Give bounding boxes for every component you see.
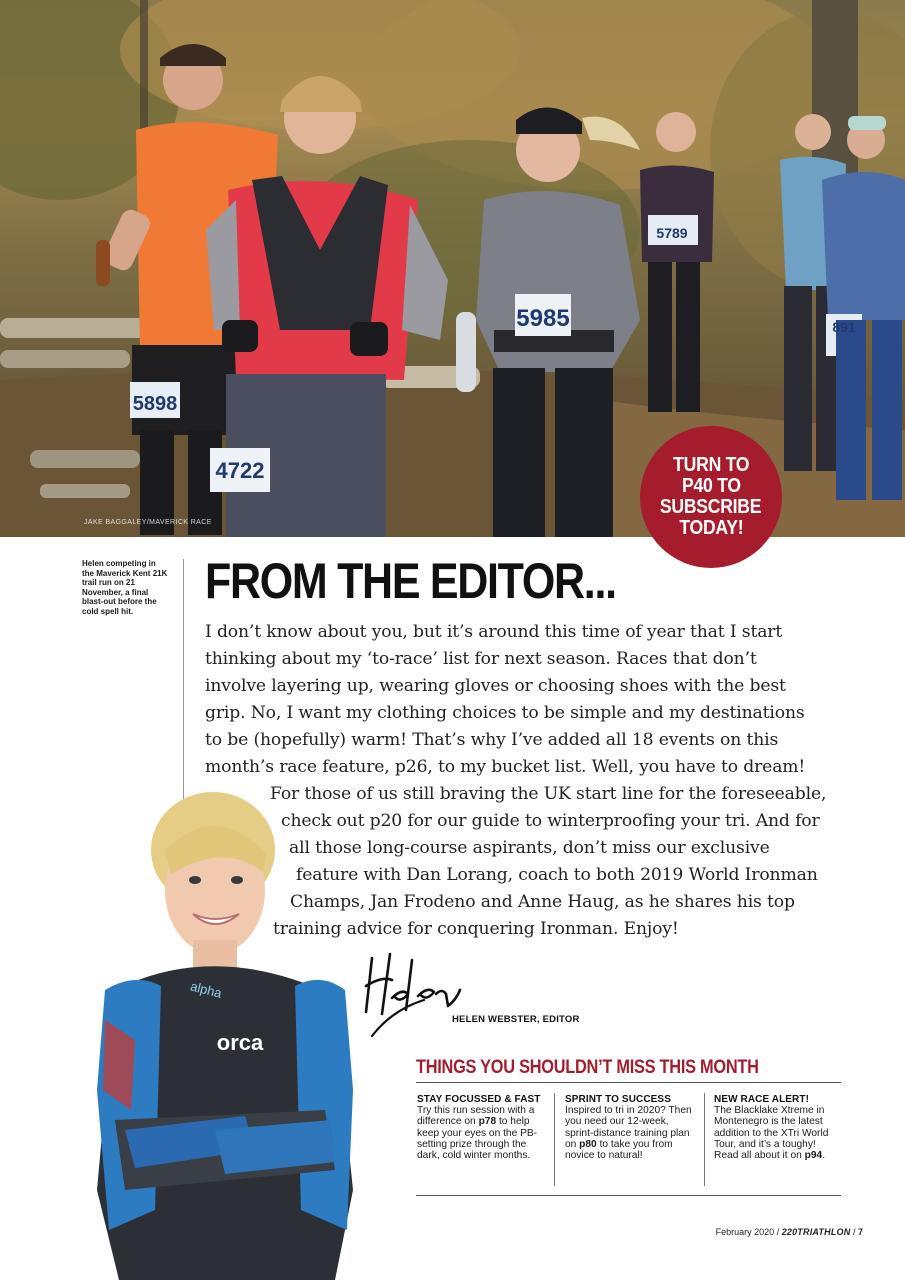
- body-line: training advice for conquering Ironman. Enjoy!: [273, 919, 679, 939]
- page-reference[interactable]: p80: [579, 1138, 597, 1150]
- wetsuit-brand: orca: [216, 1030, 264, 1055]
- badge-line-4: TODAY!: [679, 517, 743, 539]
- folio-separator: /: [852, 1227, 856, 1237]
- tip-column-2: [565, 1094, 695, 1161]
- box-title: THINGS YOU SHOULDN’T MISS THIS MONTH: [416, 1057, 759, 1078]
- folio-separator: /: [776, 1227, 780, 1237]
- photo-caption: Helen competing in the Maverick Kent 21K trail run on 21 November, a final blast-out before the cold spell hit.: [82, 559, 168, 616]
- bib-5898: 5898: [132, 393, 178, 415]
- publication-name: 220TRIATHLON: [781, 1227, 851, 1237]
- body-line: to be (hopefully) warm! That’s why I’ve added all 18 events on this: [205, 730, 779, 750]
- photo-credit: JAKE BAGGALEY/MAVERICK RACE: [84, 519, 212, 526]
- bib-891: 891: [832, 319, 856, 335]
- box-rule-bottom: [416, 1195, 841, 1196]
- editor-signoff: HELEN WEBSTER, EDITOR: [452, 1014, 580, 1025]
- body-line: I don’t know about you, but it’s around this time of year that I start: [205, 622, 783, 642]
- body-line: involve layering up, wearing gloves or choosing shoes with the best: [205, 676, 786, 696]
- badge-line-1: TURN TO: [672, 454, 750, 476]
- tip-heading: SPRINT TO SUCCESS: [565, 1094, 671, 1105]
- column-divider: [554, 1093, 555, 1186]
- column-divider: [704, 1093, 705, 1186]
- page-title: FROM THE EDITOR...: [205, 553, 616, 609]
- bib-5789: 5789: [656, 225, 688, 241]
- issue-date: February 2020: [715, 1227, 775, 1237]
- wetsuit-model: alpha: [188, 978, 224, 1001]
- subscribe-badge[interactable]: [640, 426, 782, 568]
- tip-text: The Blacklake Xtreme in Montenegro is the latest addition to the XTri World Tour, and it’s a toughy! Read all about it on p94.: [714, 1105, 829, 1162]
- tip-text: Try this run session with a difference on p78 to help keep your eyes on the PB-setting prize through the dark, cold winter months.: [417, 1105, 538, 1162]
- body-line: grip. No, I want my clothing choices to be simple and my destinations: [205, 703, 805, 723]
- body-line: thinking about my ‘to-race’ list for next season. Races that don’t: [205, 649, 757, 669]
- page-reference[interactable]: p78: [478, 1116, 497, 1128]
- tip-column-3: [714, 1094, 842, 1161]
- page-folio: [716, 1227, 863, 1237]
- body-line: Champs, Jan Frodeno and Anne Haug, as he shares his top: [290, 892, 795, 912]
- body-line: all those long-course aspirants, don’t miss our exclusive: [289, 838, 770, 858]
- caption-divider: [183, 559, 184, 799]
- editor-signature: [362, 950, 462, 1042]
- tip-column-1: [417, 1094, 547, 1161]
- badge-line-3: SUBSCRIBE: [660, 496, 762, 518]
- page-number: 7: [857, 1227, 863, 1237]
- editor-portrait: [95, 790, 355, 1280]
- body-line: For those of us still braving the UK start line for the foreseeable,: [270, 784, 827, 804]
- box-rule-top: [416, 1082, 841, 1083]
- tip-text: Inspired to tri in 2020? Then you need our 12-week, sprint-distance training plan on p80 to take you from novice to natural!: [565, 1105, 692, 1162]
- body-line: check out p20 for our guide to winterproofing your tri. And for: [281, 811, 820, 831]
- bib-5985: 5985: [516, 305, 570, 332]
- tip-heading: STAY FOCUSSED & FAST: [417, 1094, 541, 1105]
- badge-line-2: P40 TO: [681, 475, 741, 497]
- body-line: month’s race feature, p26, to my bucket list. Well, you have to dream!: [205, 757, 806, 777]
- page-reference[interactable]: p94: [804, 1150, 823, 1162]
- body-line: feature with Dan Lorang, coach to both 2019 World Ironman: [296, 865, 818, 885]
- bib-4722: 4722: [215, 458, 265, 483]
- tip-heading: NEW RACE ALERT!: [714, 1094, 810, 1105]
